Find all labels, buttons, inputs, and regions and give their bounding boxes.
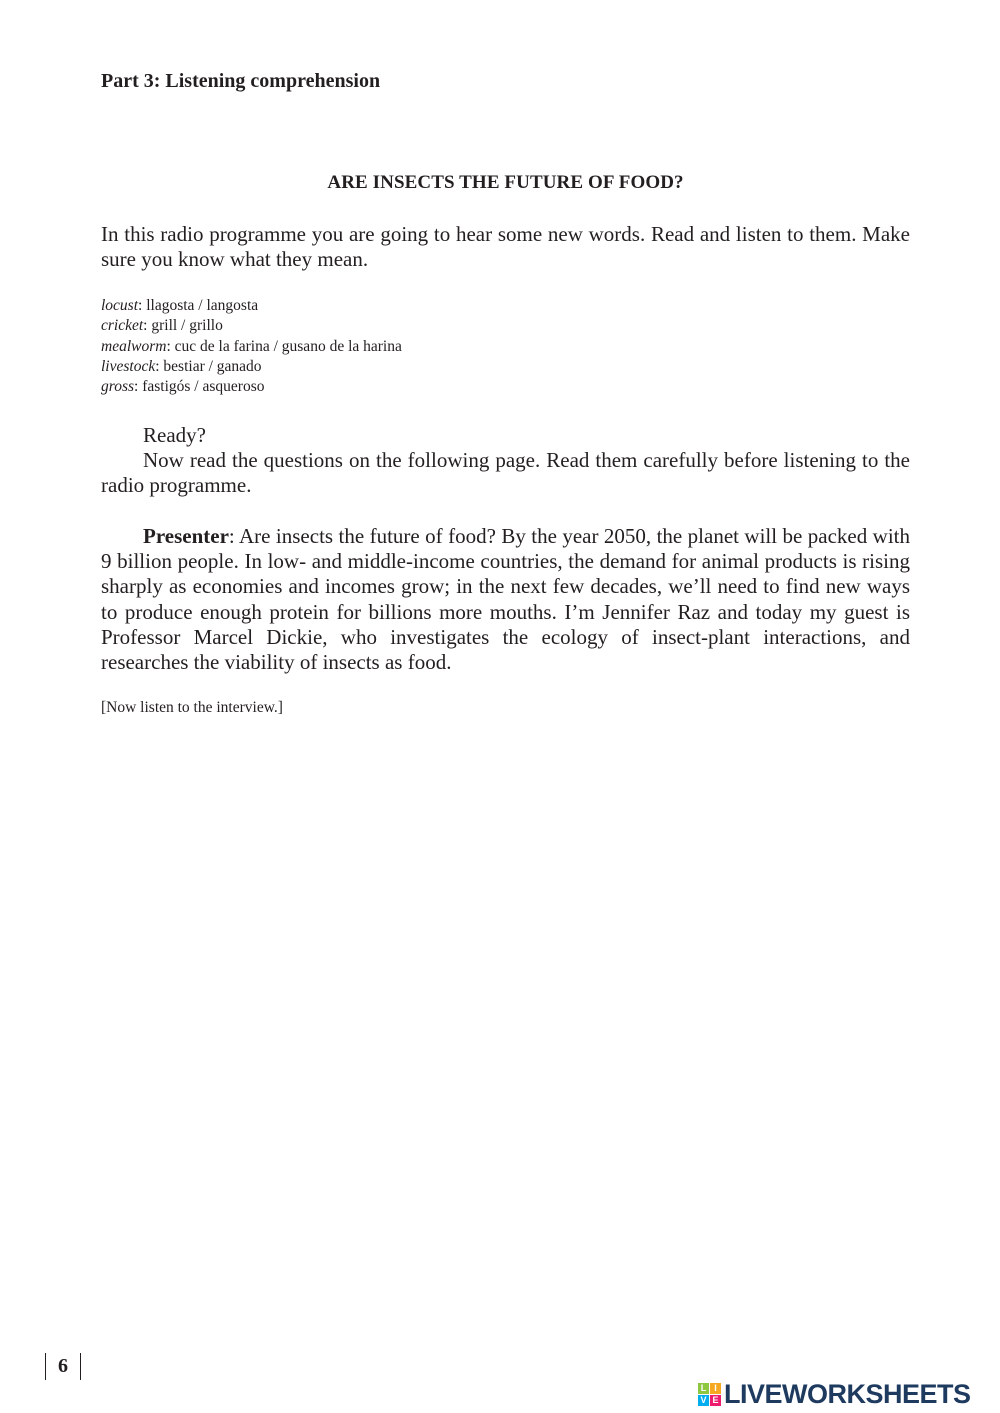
logo-letter: V [698, 1395, 709, 1406]
glossary-term: livestock [101, 357, 156, 375]
logo-letter: I [710, 1383, 721, 1394]
glossary-term: cricket [101, 317, 144, 335]
glossary-term: gross [101, 378, 135, 396]
glossary-translation: : cuc de la farina / gusano de la harina [166, 337, 402, 355]
liveworksheets-logo-icon [698, 1383, 721, 1406]
speaker-label: Presenter [143, 524, 229, 548]
ready-line: Ready? [143, 423, 206, 447]
page-heading: Part 3: Listening comprehension [101, 70, 381, 92]
page-number: 6 [45, 1353, 81, 1380]
liveworksheets-brand[interactable] [698, 1379, 971, 1409]
logo-letter: L [698, 1383, 709, 1394]
presenter-text: : Are insects the future of food? By the year 2050, the planet will be packed with 9 billion people. In low- and middle-income countries, the demand for animal products is rising sharply as economies and incomes grow; in the next few decades, we’ll need to find new ways to produce enough protein for billions more mouths. I’m Jennifer Raz and today my guest is Professor Marcel Dickie, who investigates the ecology of insect-plant interactions, and researches the viability of insects as food. [101, 524, 910, 675]
glossary-item [101, 377, 402, 397]
glossary-term: locust [101, 297, 139, 314]
glossary-item [101, 357, 402, 377]
glossary-item [101, 337, 402, 357]
logo-letter: E [710, 1395, 721, 1406]
glossary-translation: : fastigós / asqueroso [134, 378, 265, 396]
glossary-list [101, 296, 402, 397]
intro-paragraph: In this radio programme you are going to hear some new words. Read and listen to them. Make sure you know what they mean. [101, 222, 910, 271]
glossary-item [101, 316, 402, 336]
presenter-paragraph [101, 524, 910, 675]
listen-note: [Now listen to the interview.] [101, 699, 283, 716]
read-questions-line: Now read the questions on the following page. Read them carefully before listening to the radio programme. [101, 448, 910, 497]
glossary-translation: : grill / grillo [143, 317, 223, 335]
instructions-block [101, 423, 910, 498]
glossary-translation: : bestiar / ganado [155, 357, 262, 375]
glossary-translation: : llagosta / langosta [138, 297, 259, 314]
glossary-item [101, 296, 402, 316]
glossary-term: mealworm [101, 337, 167, 355]
brand-name: LIVEWORKSHEETS [724, 1378, 971, 1409]
article-title: ARE INSECTS THE FUTURE OF FOOD? [327, 172, 684, 193]
